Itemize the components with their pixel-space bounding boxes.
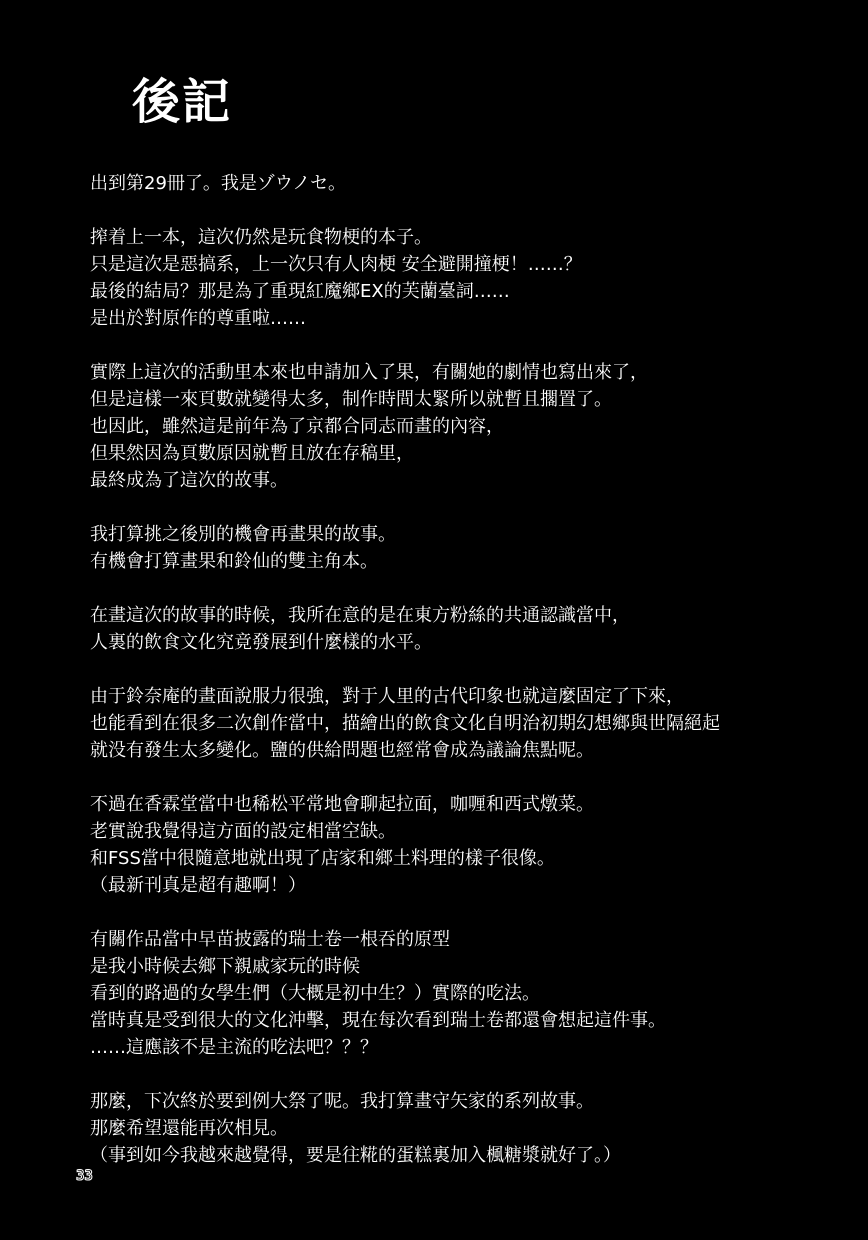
text-line: 有機會打算畫果和鈴仙的雙主角本。 <box>90 551 378 572</box>
text-line: 有關作品當中早苗披露的瑞士卷一根吞的原型 <box>90 929 450 950</box>
text-line: 由于鈴奈庵的畫面說服力很強，對于人里的古代印象也就這麼固定了下來， <box>90 686 684 707</box>
paragraph <box>90 521 850 575</box>
paragraph <box>90 926 850 1061</box>
text-line: 和FSS當中很隨意地就出現了店家和鄉土料理的樣子很像。 <box>90 848 555 869</box>
paragraph <box>90 224 850 332</box>
text-line: 出到第29冊了。我是ゾウノセ。 <box>90 173 347 194</box>
text-line: 也因此，雖然這是前年為了京都合同志而畫的內容， <box>90 416 504 437</box>
text-line: 那麼，下次終於要到例大祭了呢。我打算畫守矢家的系列故事。 <box>90 1091 594 1112</box>
text-line: 就没有發生太多變化。鹽的供給問題也經常會成為議論焦點呢。 <box>90 740 594 761</box>
page-number: 33 <box>76 1168 93 1184</box>
page-title: 後記 <box>132 74 233 130</box>
paragraph <box>90 791 850 899</box>
afterword-body <box>90 170 850 1196</box>
text-line: 老實說我覺得這方面的設定相當空缺。 <box>90 821 396 842</box>
paragraph <box>90 1088 850 1169</box>
text-line: 只是這次是惡搞系，上一次只有人肉梗 安全避開撞梗！……？ <box>90 254 582 275</box>
text-line: 我打算挑之後別的機會再畫果的故事。 <box>90 524 396 545</box>
text-line: 也能看到在很多二次創作當中，描繪出的飲食文化自明治初期幻想鄉與世隔絕起 <box>90 713 720 734</box>
text-line: 是出於對原作的尊重啦…… <box>90 308 306 329</box>
text-line: （最新刊真是超有趣啊！） <box>90 875 306 896</box>
text-line: 在畫這次的故事的時候，我所在意的是在東方粉絲的共通認識當中， <box>90 605 630 626</box>
text-line: ……這應該不是主流的吃法吧？？？ <box>90 1037 378 1058</box>
text-line: 當時真是受到很大的文化沖擊，現在每次看到瑞士卷都還會想起這件事。 <box>90 1010 666 1031</box>
text-line: 但果然因為頁數原因就暫且放在存稿里， <box>90 443 414 464</box>
paragraph <box>90 683 850 764</box>
text-line: （事到如今我越來越覺得，要是往糀的蛋糕裏加入楓糖漿就好了。） <box>90 1145 621 1166</box>
text-line: 看到的路過的女學生們（大概是初中生？）實際的吃法。 <box>90 983 540 1004</box>
text-line: 人裏的飲食文化究竟發展到什麼樣的水平。 <box>90 632 432 653</box>
text-line: 但是這樣一來頁數就變得太多，制作時間太緊所以就暫且擱置了。 <box>90 389 612 410</box>
paragraph <box>90 602 850 656</box>
paragraph <box>90 170 850 197</box>
text-line: 搾着上一本，這次仍然是玩食物梗的本子。 <box>90 227 432 248</box>
text-line: 最後的結局？那是為了重現紅魔鄉EX的芙蘭臺詞…… <box>90 281 510 302</box>
paragraph <box>90 359 850 494</box>
text-line: 那麼希望還能再次相見。 <box>90 1118 288 1139</box>
text-line: 不過在香霖堂當中也稀松平常地會聊起拉面，咖喱和西式燉菜。 <box>90 794 594 815</box>
text-line: 是我小時候去鄉下親戚家玩的時候 <box>90 956 360 977</box>
text-line: 最終成為了這次的故事。 <box>90 470 288 491</box>
text-line: 實際上這次的活動里本來也申請加入了果，有關她的劇情也寫出來了， <box>90 362 648 383</box>
